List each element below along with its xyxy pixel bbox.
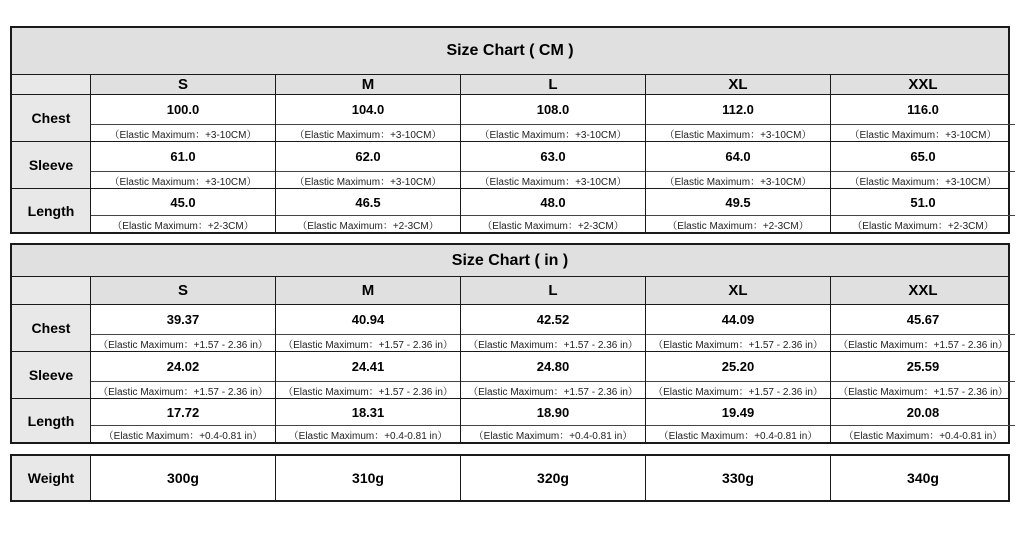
measure-cell [831,352,1015,398]
measure-cell [276,399,461,442]
measure-value: 42.52 [461,305,645,335]
elastic-note: （Elastic Maximum：+1.57 - 2.36 in） [283,339,453,351]
elastic-note: （Elastic Maximum：+1.57 - 2.36 in） [283,386,453,398]
measure-value: 48.0 [461,189,645,216]
elastic-note: （Elastic Maximum：+0.4-0.81 in） [843,430,1003,442]
size-chart-inch-table [10,243,1010,444]
measure-value: 63.0 [461,142,645,172]
measure-value: 61.0 [91,142,275,172]
measure-value: 25.59 [831,352,1015,382]
elastic-note: （Elastic Maximum：+1.57 - 2.36 in） [653,386,823,398]
measure-cell [461,352,646,398]
measure-value: 104.0 [276,95,460,125]
inch-size-header: XXL [908,282,938,299]
elastic-note: （Elastic Maximum：+0.4-0.81 in） [288,430,448,442]
measure-cell [276,305,461,351]
elastic-note: （Elastic Maximum：+1.57 - 2.36 in） [838,339,1008,351]
measure-cell [831,142,1015,188]
measure-value: 20.08 [831,399,1015,426]
measure-value: 108.0 [461,95,645,125]
inch-size-header: S [91,277,276,304]
elastic-note: （Elastic Maximum：+3-10CM） [109,176,257,188]
measure-cell [646,352,831,398]
measure-value: 17.72 [91,399,275,426]
measure-cell [461,95,646,141]
measure-cell [91,142,276,188]
inch-row-chest [12,305,1008,352]
measure-value: 49.5 [646,189,830,216]
measure-cell [276,142,461,188]
measure-value: 51.0 [831,189,1015,216]
measure-cell [276,352,461,398]
inch-header-corner [12,277,91,304]
row-label: Chest [12,305,91,351]
elastic-note: （Elastic Maximum：+0.4-0.81 in） [473,430,633,442]
elastic-note: （Elastic Maximum：+1.57 - 2.36 in） [468,339,638,351]
elastic-note: （Elastic Maximum：+3-10CM） [849,129,997,141]
measure-value: 44.09 [646,305,830,335]
measure-value: 24.02 [91,352,275,382]
measure-cell [831,305,1015,351]
measure-value: 65.0 [831,142,1015,172]
measure-value: 112.0 [646,95,830,125]
measure-cell [91,399,276,442]
measure-value: 100.0 [91,95,275,125]
cm-row-length [12,189,1008,232]
measure-value: 19.49 [646,399,830,426]
cm-row-sleeve [12,142,1008,189]
row-label: Sleeve [12,352,91,398]
measure-cell [91,305,276,351]
weight-value: 340g [907,470,939,486]
measure-value: 24.41 [276,352,460,382]
elastic-note: （Elastic Maximum：+0.4-0.81 in） [658,430,818,442]
measure-cell [831,95,1015,141]
elastic-note: （Elastic Maximum：+3-10CM） [849,176,997,188]
elastic-note: （Elastic Maximum：+1.57 - 2.36 in） [468,386,638,398]
elastic-note: （Elastic Maximum：+1.57 - 2.36 in） [653,339,823,351]
measure-value: 45.0 [91,189,275,216]
measure-cell [646,95,831,141]
measure-value: 25.20 [646,352,830,382]
measure-value: 116.0 [831,95,1015,125]
measure-cell [276,95,461,141]
inch-size-header-row [12,277,1008,305]
elastic-note: （Elastic Maximum：+3-10CM） [109,129,257,141]
elastic-note: （Elastic Maximum：+1.57 - 2.36 in） [98,386,268,398]
measure-cell [276,189,461,232]
weight-value: 320g [461,456,646,500]
measure-cell [91,352,276,398]
elastic-note: （Elastic Maximum：+3-10CM） [664,129,812,141]
inch-row-sleeve [12,352,1008,399]
row-label: Chest [12,95,91,141]
measure-cell [646,189,831,232]
measure-cell [91,95,276,141]
elastic-note: （Elastic Maximum：+2-3CM） [482,220,624,232]
inch-row-length [12,399,1008,442]
measure-cell [646,399,831,442]
cm-size-header: XL [646,75,831,94]
cm-size-header: XXL [908,76,938,93]
size-chart-cm-table [10,26,1010,234]
measure-value: 39.37 [91,305,275,335]
cm-size-header: M [276,75,461,94]
cm-table-title: Size Chart ( CM ) [12,28,1008,75]
measure-value: 18.90 [461,399,645,426]
inch-table-title: Size Chart ( in ) [12,245,1008,277]
weight-value: 300g [91,456,276,500]
row-label: Length [12,399,91,442]
elastic-note: （Elastic Maximum：+1.57 - 2.36 in） [838,386,1008,398]
measure-value: 45.67 [831,305,1015,335]
weight-row [12,456,1008,500]
row-label: Weight [12,456,91,500]
measure-cell [461,399,646,442]
row-label: Sleeve [12,142,91,188]
measure-value: 18.31 [276,399,460,426]
measure-value: 40.94 [276,305,460,335]
elastic-note: （Elastic Maximum：+3-10CM） [294,176,442,188]
measure-cell [461,189,646,232]
cm-size-header: S [91,75,276,94]
inch-size-header: M [276,277,461,304]
elastic-note: （Elastic Maximum：+2-3CM） [297,220,439,232]
elastic-note: （Elastic Maximum：+1.57 - 2.36 in） [98,339,268,351]
weight-value: 310g [276,456,461,500]
elastic-note: （Elastic Maximum：+3-10CM） [294,129,442,141]
cm-row-chest [12,95,1008,142]
cm-header-corner [12,75,91,94]
elastic-note: （Elastic Maximum：+0.4-0.81 in） [103,430,263,442]
cm-size-header-row [12,75,1008,95]
elastic-note: （Elastic Maximum：+2-3CM） [112,220,254,232]
measure-cell [461,142,646,188]
elastic-note: （Elastic Maximum：+3-10CM） [479,176,627,188]
weight-table [10,454,1010,502]
elastic-note: （Elastic Maximum：+3-10CM） [479,129,627,141]
measure-value: 46.5 [276,189,460,216]
weight-value: 330g [646,456,831,500]
measure-cell [646,305,831,351]
measure-value: 62.0 [276,142,460,172]
elastic-note: （Elastic Maximum：+3-10CM） [664,176,812,188]
inch-size-header: L [461,277,646,304]
measure-cell [461,305,646,351]
elastic-note: （Elastic Maximum：+2-3CM） [667,220,809,232]
measure-value: 24.80 [461,352,645,382]
measure-cell [91,189,276,232]
measure-cell [831,189,1015,232]
measure-value: 64.0 [646,142,830,172]
measure-cell [831,399,1015,442]
row-label: Length [12,189,91,232]
elastic-note: （Elastic Maximum：+2-3CM） [852,220,994,232]
measure-cell [646,142,831,188]
inch-size-header: XL [646,277,831,304]
cm-size-header: L [461,75,646,94]
